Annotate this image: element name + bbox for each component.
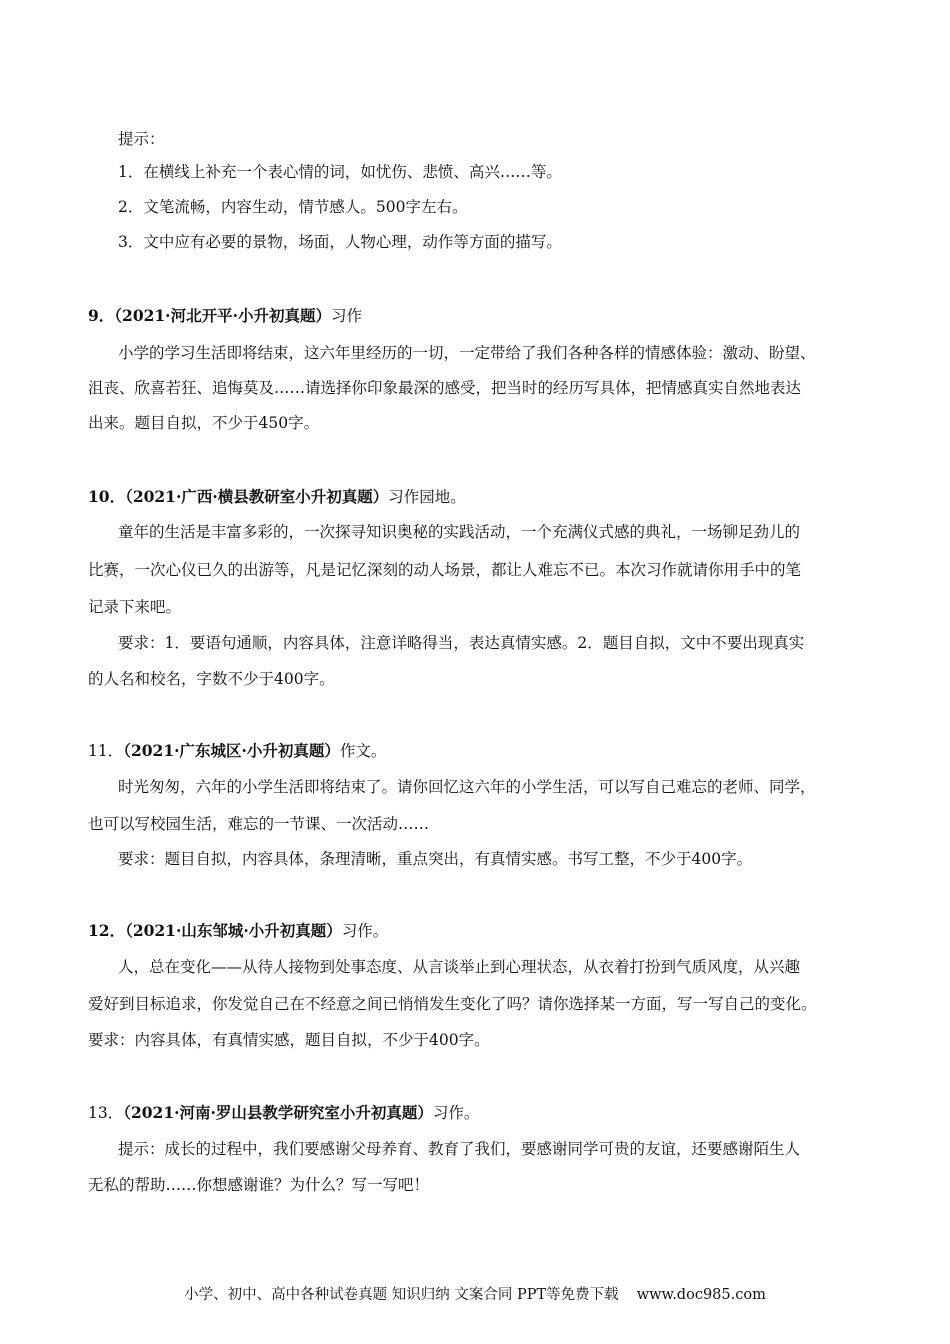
question-number: 11． [88, 742, 124, 760]
question-title: 习作。 [432, 1104, 480, 1122]
question-9-title [88, 305, 868, 327]
question-source: （2021·广西·横县教研室小升初真题） [125, 487, 389, 506]
question-body-line: 无私的帮助……你想感谢谁？为什么？写一写吧！ [88, 1176, 430, 1194]
question-13-title [88, 1102, 868, 1124]
question-body-line: 童年的生活是丰富多彩的，一次探寻知识奥秘的实践活动，一个充满仪式感的典礼，一场铆足劲儿的 [118, 523, 801, 541]
question-title: 作文。 [339, 742, 387, 760]
question-body-line: 的人名和校名，字数不少于400字。 [88, 670, 335, 688]
question-body-line: 提示：成长的过程中，我们要感谢父母养育、教育了我们，要感谢同学可贵的友谊，还要感谢陌生人 [118, 1140, 801, 1158]
question-body-line: 出来。题目自拟，不少于450字。 [88, 414, 320, 432]
hint-item: 3．文中应有必要的景物，场面，人物心理，动作等方面的描写。 [118, 233, 562, 251]
question-body-line: 也可以写校园生活，难忘的一节课、一次活动…… [88, 815, 430, 833]
question-body-line: 要求：内容具体，有真情实感，题目自拟，不少于400字。 [88, 1031, 490, 1049]
question-body-line: 比赛，一次心仪已久的出游等，凡是记忆深刻的动人场景，都让人难忘不已。本次习作就请你用手中的笔 [88, 561, 802, 579]
hint-item: 1．在横线上补充一个表心情的词，如忧伤、悲愤、高兴……等。 [118, 163, 562, 181]
question-title: 习作园地。 [388, 488, 466, 506]
question-source: （2021·广东城区·小升初真题） [123, 741, 340, 760]
question-source: （2021·河北开平·小升初真题） [114, 306, 331, 325]
question-body-line: 记录下来吧。 [88, 598, 182, 616]
question-body-line: 爱好到目标追求，你发觉自己在不经意之间已悄悄发生变化了吗？请你选择某一方面，写一写自己的变化。 [88, 995, 817, 1013]
footer-link[interactable]: www.doc985.com [636, 1287, 766, 1303]
question-number: 12． [88, 921, 126, 940]
question-11-title [88, 740, 868, 762]
question-source: （2021·河南·罗山县教学研究室小升初真题） [123, 1103, 433, 1122]
question-10-title [88, 486, 868, 508]
hint-item: 2．文笔流畅，内容生动，情节感人。500字左右。 [118, 198, 468, 216]
question-number: 10． [88, 487, 126, 506]
question-12-title [88, 920, 868, 942]
question-number: 13． [88, 1104, 124, 1122]
question-source: （2021·山东邹城·小升初真题） [125, 921, 342, 940]
page-footer [0, 1285, 950, 1305]
question-body-line: 人，总在变化——从待人接物到处事态度、从言谈举止到心理状态，从衣着打扮到气质风度，从兴趣 [118, 958, 801, 976]
question-title: 习作。 [341, 922, 389, 940]
question-body-line: 时光匆匆，六年的小学生活即将结束了。请你回忆这六年的小学生活，可以写自己难忘的老师、同学， [118, 778, 816, 796]
question-body-line: 要求：1．要语句通顺，内容具体，注意详略得当，表达真情实感。2．题目自拟，文中不要出现真实 [118, 634, 805, 652]
question-body-line: 沮丧、欣喜若狂、追悔莫及……请选择你印象最深的感受，把当时的经历写具体，把情感真实自然地表达 [88, 379, 802, 397]
hint-label: 提示： [118, 130, 165, 148]
question-number: 9． [88, 306, 115, 325]
question-title: 习作 [330, 307, 362, 325]
footer-text: 小学、初中、高中各种试卷真题 知识归纳 文案合同 PPT等免费下载 [184, 1287, 619, 1303]
question-body-line: 小学的学习生活即将结束，这六年里经历的一切，一定带给了我们各种各样的情感体验：激动、盼望、 [118, 344, 816, 362]
question-body-line: 要求：题目自拟，内容具体，条理清晰，重点突出，有真情实感。书写工整，不少于400字。 [118, 850, 753, 868]
